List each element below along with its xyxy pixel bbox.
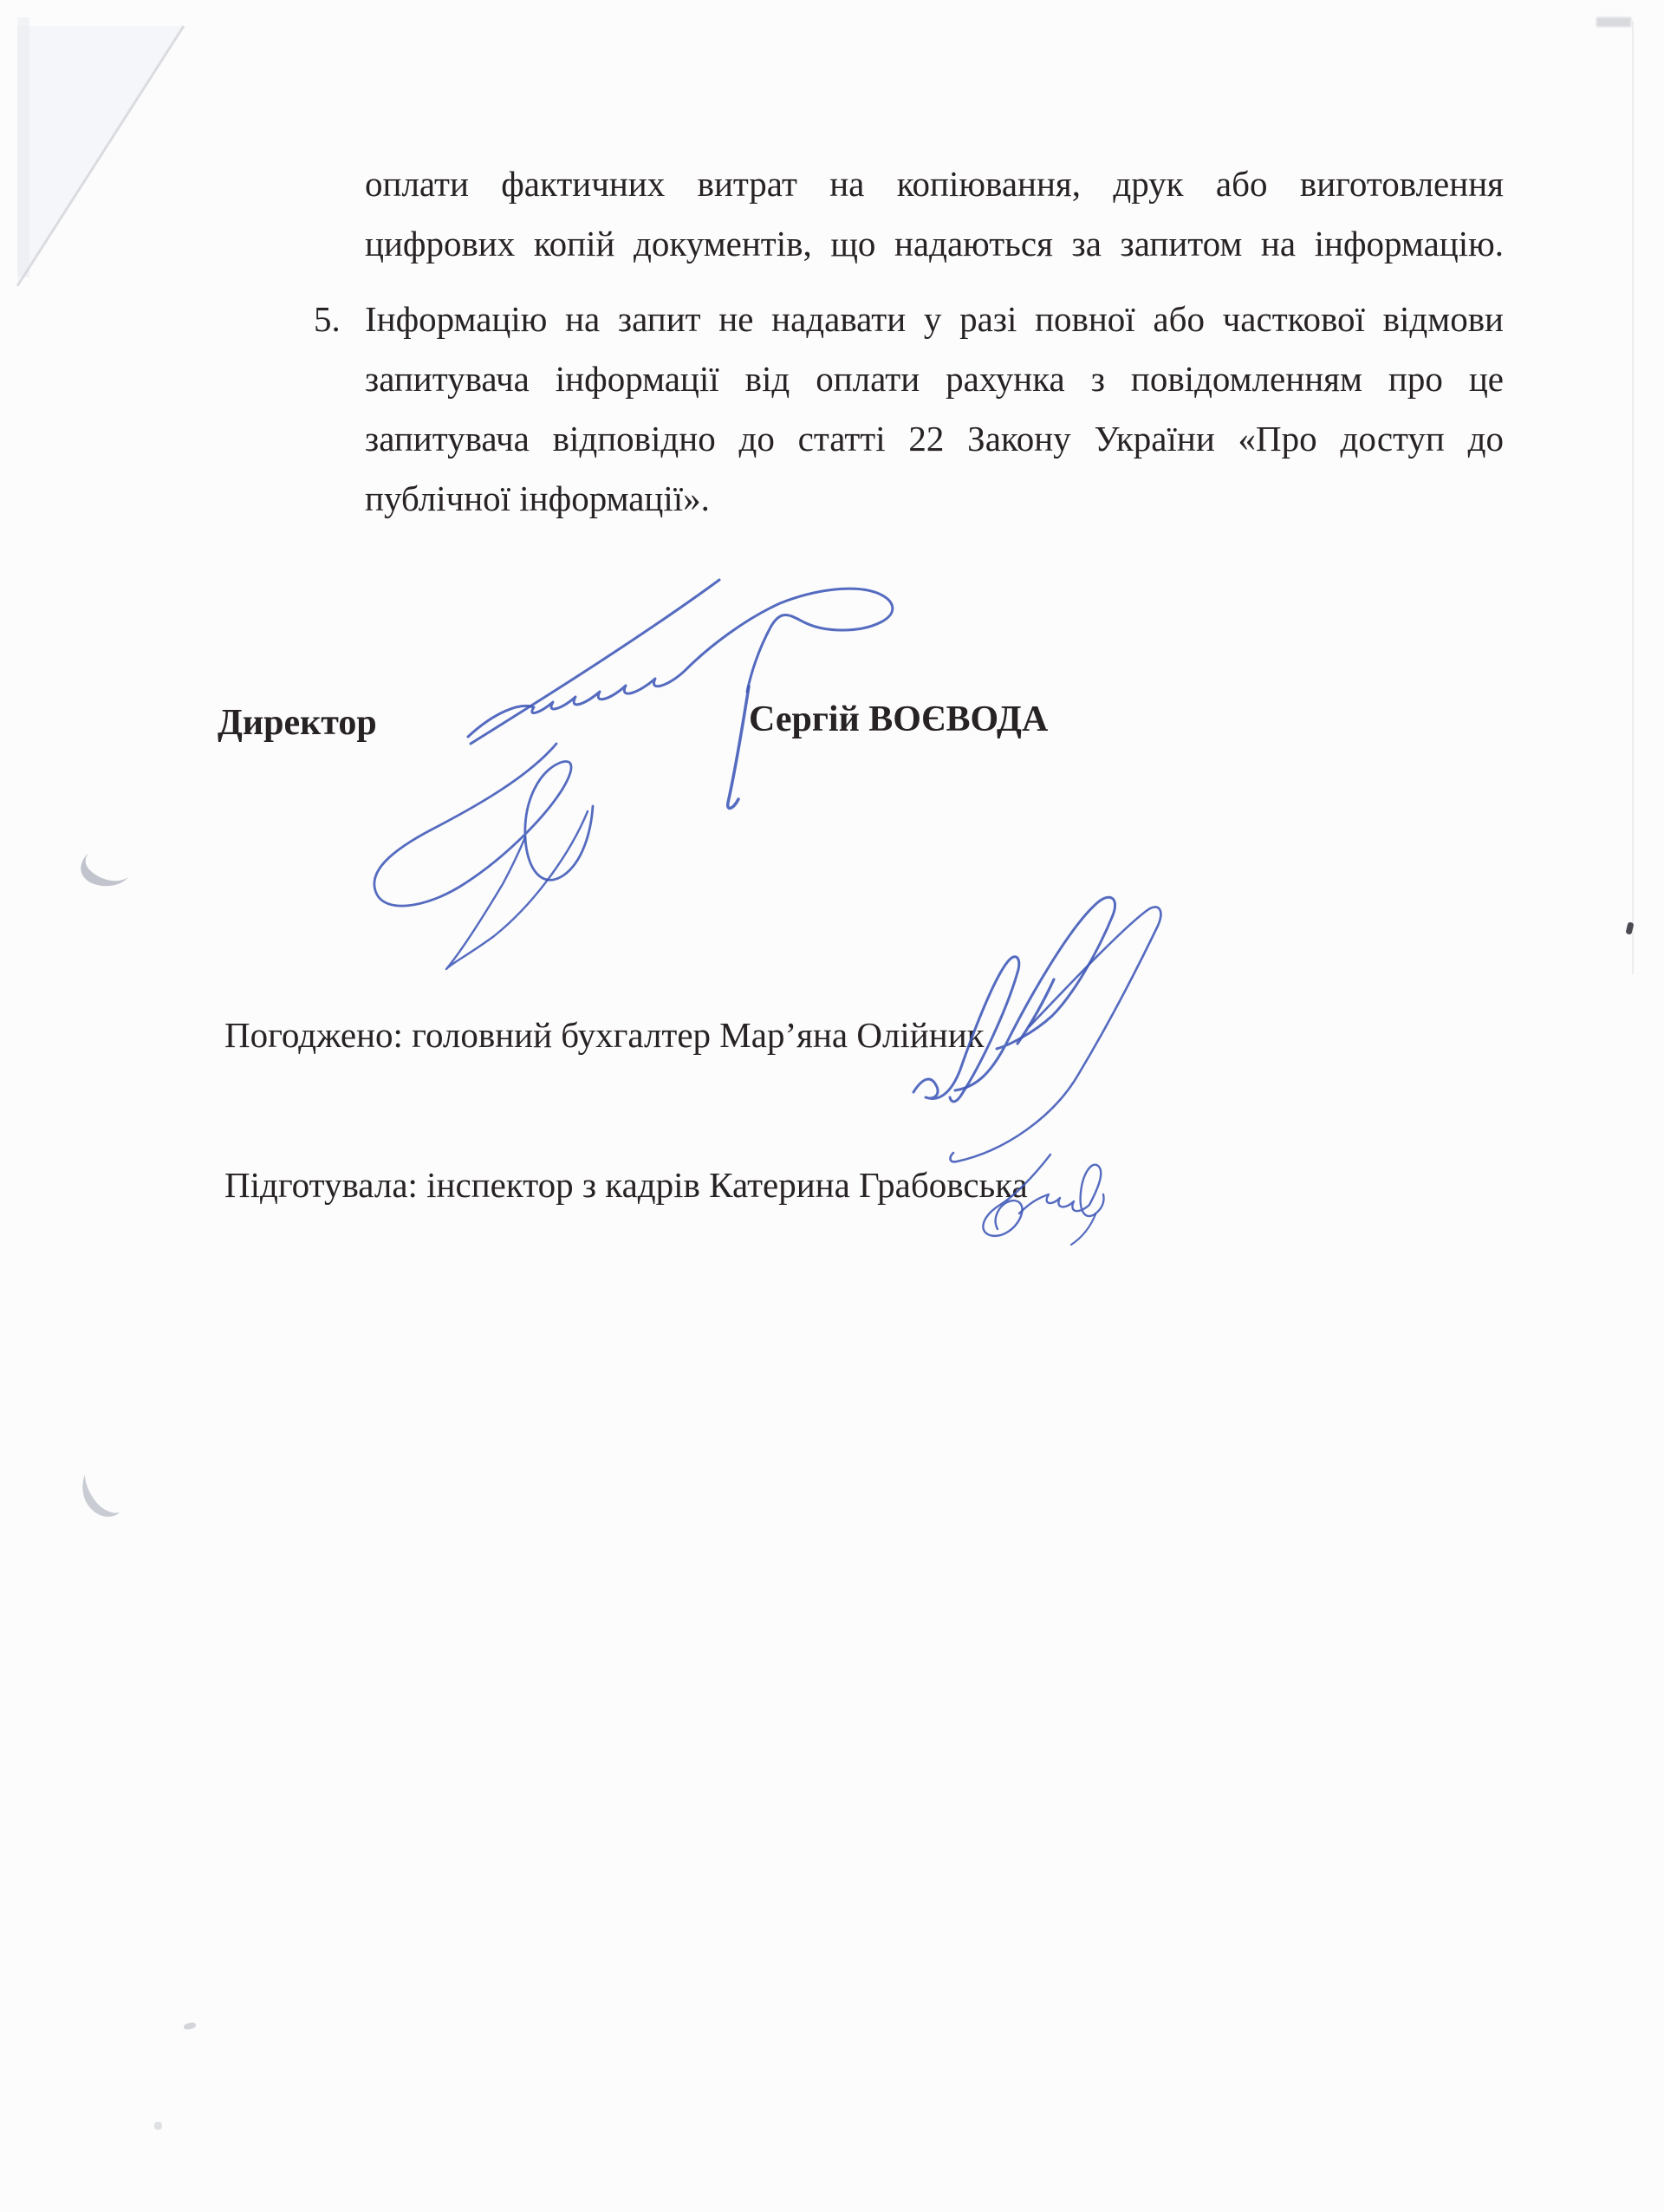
prepared-by-line: Підготувала: інспектор з кадрів Катерина Грабовська xyxy=(224,1165,1028,1205)
punch-hole-mark-artifact xyxy=(76,849,137,893)
inspector-signature xyxy=(969,1151,1125,1251)
approved-by-line: Погоджено: головний бухгалтер Мар’яна Олійник xyxy=(224,1015,985,1055)
list-item-line: Інформацію на запит не надавати у разі повної або часткової відмови xyxy=(365,299,1504,339)
director-name-label: Сергій ВОЄВОДА xyxy=(749,699,1049,739)
scan-corner-tick-artifact xyxy=(1596,17,1631,27)
paragraph-line: оплати фактичних витрат на копіювання, друк або виготовлення xyxy=(365,164,1504,204)
scan-fold-corner-artifact xyxy=(0,0,225,312)
paragraph-line: цифрових копій документів, що надаються за запитом на інформацію. xyxy=(365,224,1504,263)
director-signature xyxy=(364,563,936,988)
paragraph-continuation xyxy=(365,154,1504,274)
scan-speck-artifact xyxy=(154,2122,162,2130)
list-item-line: запитувача інформації від оплати рахунка з повідомленням про це xyxy=(365,359,1504,399)
list-item-5-text xyxy=(365,290,1504,529)
list-item-line: запитувача відповідно до статті 22 Закону України «Про доступ до xyxy=(365,419,1504,459)
list-item-line: публічної інформації». xyxy=(365,478,710,518)
accountant-signature xyxy=(901,886,1170,1172)
director-title-label: Директор xyxy=(218,703,377,743)
scan-edge-line-artifact xyxy=(1632,21,1634,974)
punch-hole-mark-artifact xyxy=(76,1469,130,1521)
scan-speck-artifact xyxy=(183,2022,196,2031)
list-item-number: 5. xyxy=(314,299,341,339)
